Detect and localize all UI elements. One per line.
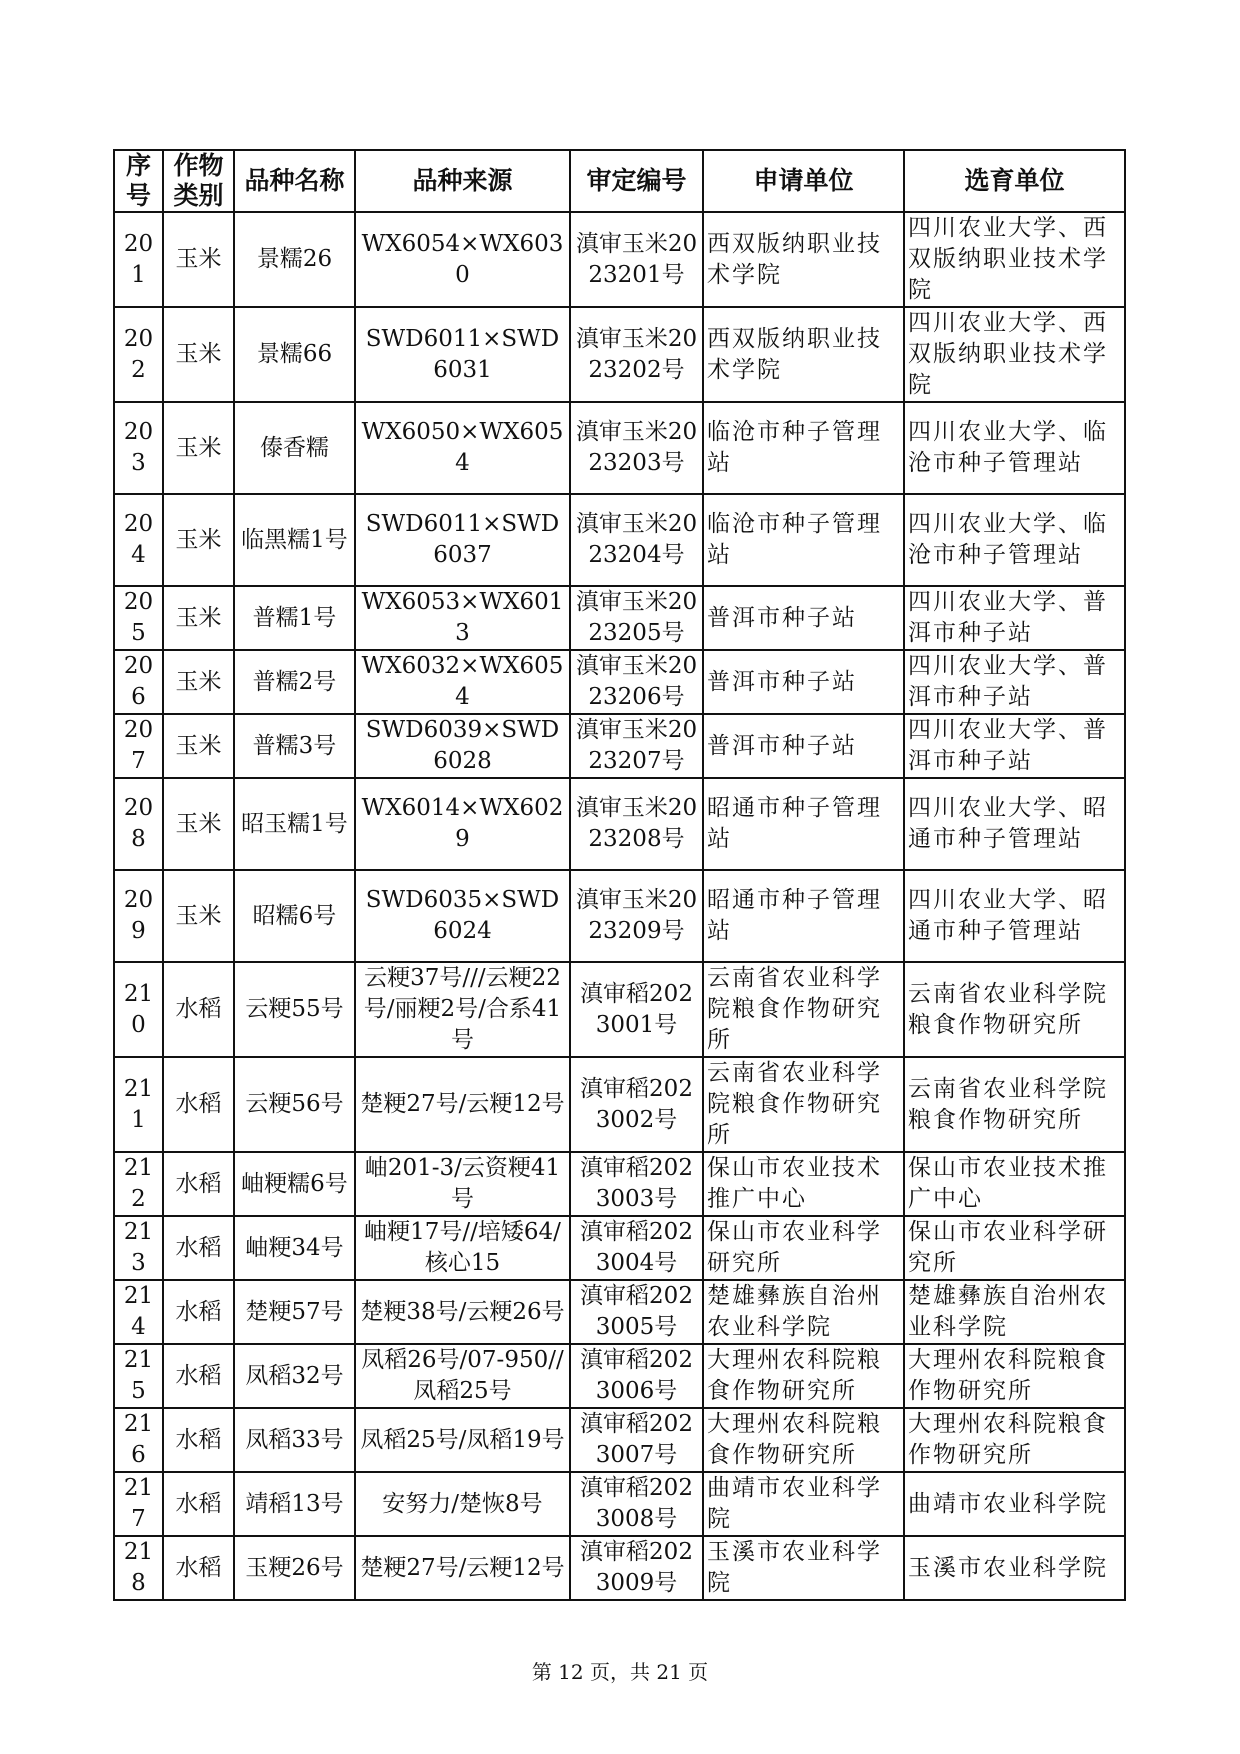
table-row [114, 1216, 1125, 1280]
cell-variety-name: 临黑糯1号 [234, 494, 355, 586]
cell-breeder: 楚雄彝族自治州农业科学院 [904, 1280, 1125, 1344]
header-row [114, 150, 1125, 212]
cell-variety-source: 楚粳38号/云粳26号 [355, 1280, 570, 1344]
cell-variety-name: 昭玉糯1号 [234, 778, 355, 870]
cell-applicant: 西双版纳职业技术学院 [703, 212, 904, 307]
cell-variety-name: 景糯66 [234, 307, 355, 402]
cell-variety-name: 普糯1号 [234, 586, 355, 650]
header-variety-source: 品种来源 [355, 150, 570, 212]
cell-breeder: 四川农业大学、临沧市种子管理站 [904, 494, 1125, 586]
cell-index: 214 [114, 1280, 163, 1344]
cell-index: 210 [114, 962, 163, 1057]
cell-variety-source: SWD6035×SWD6024 [355, 870, 570, 962]
cell-variety-source: WX6032×WX6054 [355, 650, 570, 714]
cell-index: 207 [114, 714, 163, 778]
cell-variety-name: 傣香糯 [234, 402, 355, 494]
cell-approval-number: 滇审稻2023006号 [570, 1344, 703, 1408]
cell-breeder: 四川农业大学、西双版纳职业技术学院 [904, 212, 1125, 307]
cell-index: 213 [114, 1216, 163, 1280]
cell-variety-name: 凤稻32号 [234, 1344, 355, 1408]
cell-variety-name: 昭糯6号 [234, 870, 355, 962]
table-row [114, 962, 1125, 1057]
cell-crop-type: 玉米 [163, 650, 234, 714]
table-row [114, 1536, 1125, 1600]
cell-index: 204 [114, 494, 163, 586]
cell-index: 215 [114, 1344, 163, 1408]
table-row [114, 778, 1125, 870]
cell-applicant: 临沧市种子管理站 [703, 494, 904, 586]
cell-approval-number: 滇审稻2023008号 [570, 1472, 703, 1536]
cell-approval-number: 滇审稻2023007号 [570, 1408, 703, 1472]
cell-applicant: 保山市农业技术推广中心 [703, 1152, 904, 1216]
cell-breeder: 四川农业大学、普洱市种子站 [904, 586, 1125, 650]
cell-index: 208 [114, 778, 163, 870]
cell-variety-name: 云粳56号 [234, 1057, 355, 1152]
cell-approval-number: 滇审玉米2023206号 [570, 650, 703, 714]
table-row [114, 212, 1125, 307]
cell-crop-type: 玉米 [163, 778, 234, 870]
cell-index: 212 [114, 1152, 163, 1216]
cell-index: 201 [114, 212, 163, 307]
cell-approval-number: 滇审稻2023001号 [570, 962, 703, 1057]
cell-applicant: 西双版纳职业技术学院 [703, 307, 904, 402]
cell-variety-name: 普糯2号 [234, 650, 355, 714]
cell-crop-type: 玉米 [163, 307, 234, 402]
table-row [114, 1152, 1125, 1216]
cell-index: 202 [114, 307, 163, 402]
cell-crop-type: 水稻 [163, 1472, 234, 1536]
cell-index: 203 [114, 402, 163, 494]
cell-crop-type: 玉米 [163, 870, 234, 962]
cell-breeder: 四川农业大学、西双版纳职业技术学院 [904, 307, 1125, 402]
cell-variety-name: 凤稻33号 [234, 1408, 355, 1472]
cell-crop-type: 玉米 [163, 494, 234, 586]
cell-index: 217 [114, 1472, 163, 1536]
table-row [114, 402, 1125, 494]
cell-approval-number: 滇审玉米2023208号 [570, 778, 703, 870]
cell-variety-name: 玉粳26号 [234, 1536, 355, 1600]
cell-variety-source: 岫粳17号//培矮64/核心15 [355, 1216, 570, 1280]
cell-variety-source: 安努力/楚恢8号 [355, 1472, 570, 1536]
cell-breeder: 玉溪市农业科学院 [904, 1536, 1125, 1600]
cell-crop-type: 玉米 [163, 212, 234, 307]
cell-applicant: 临沧市种子管理站 [703, 402, 904, 494]
cell-index: 216 [114, 1408, 163, 1472]
cell-applicant: 楚雄彝族自治州农业科学院 [703, 1280, 904, 1344]
cell-applicant: 普洱市种子站 [703, 714, 904, 778]
cell-index: 209 [114, 870, 163, 962]
cell-crop-type: 水稻 [163, 1152, 234, 1216]
cell-crop-type: 水稻 [163, 1344, 234, 1408]
cell-breeder: 四川农业大学、临沧市种子管理站 [904, 402, 1125, 494]
table-row [114, 870, 1125, 962]
cell-crop-type: 玉米 [163, 402, 234, 494]
header-index: 序号 [114, 150, 163, 212]
cell-approval-number: 滇审玉米2023204号 [570, 494, 703, 586]
cell-applicant: 普洱市种子站 [703, 650, 904, 714]
cell-variety-source: WX6054×WX6030 [355, 212, 570, 307]
cell-variety-source: 云粳37号///云粳22号/丽粳2号/合系41号 [355, 962, 570, 1057]
cell-variety-name: 云粳55号 [234, 962, 355, 1057]
cell-variety-name: 靖稻13号 [234, 1472, 355, 1536]
cell-variety-source: SWD6011×SWD6037 [355, 494, 570, 586]
cell-variety-source: 凤稻25号/凤稻19号 [355, 1408, 570, 1472]
cell-breeder: 大理州农科院粮食作物研究所 [904, 1408, 1125, 1472]
cell-variety-source: 凤稻26号/07-950//凤稻25号 [355, 1344, 570, 1408]
cell-variety-source: WX6053×WX6013 [355, 586, 570, 650]
variety-approval-table [113, 149, 1126, 1601]
cell-approval-number: 滇审玉米2023201号 [570, 212, 703, 307]
cell-breeder: 保山市农业科学研究所 [904, 1216, 1125, 1280]
cell-variety-source: WX6050×WX6054 [355, 402, 570, 494]
cell-approval-number: 滇审玉米2023205号 [570, 586, 703, 650]
cell-approval-number: 滇审稻2023005号 [570, 1280, 703, 1344]
cell-variety-name: 岫粳34号 [234, 1216, 355, 1280]
cell-index: 218 [114, 1536, 163, 1600]
cell-applicant: 云南省农业科学院粮食作物研究所 [703, 962, 904, 1057]
table-row [114, 1280, 1125, 1344]
cell-breeder: 云南省农业科学院粮食作物研究所 [904, 1057, 1125, 1152]
cell-breeder: 大理州农科院粮食作物研究所 [904, 1344, 1125, 1408]
cell-crop-type: 水稻 [163, 1057, 234, 1152]
table-row [114, 1057, 1125, 1152]
header-variety-name: 品种名称 [234, 150, 355, 212]
cell-approval-number: 滇审玉米2023209号 [570, 870, 703, 962]
cell-variety-source: 楚粳27号/云粳12号 [355, 1536, 570, 1600]
cell-variety-name: 景糯26 [234, 212, 355, 307]
table-body [114, 212, 1125, 1600]
cell-applicant: 昭通市种子管理站 [703, 870, 904, 962]
cell-approval-number: 滇审玉米2023202号 [570, 307, 703, 402]
table-row [114, 650, 1125, 714]
cell-variety-source: WX6014×WX6029 [355, 778, 570, 870]
table-row [114, 1344, 1125, 1408]
cell-applicant: 昭通市种子管理站 [703, 778, 904, 870]
cell-variety-source: 岫201-3/云资粳41号 [355, 1152, 570, 1216]
header-breeder: 选育单位 [904, 150, 1125, 212]
header-crop-type: 作物类别 [163, 150, 234, 212]
cell-applicant: 玉溪市农业科学院 [703, 1536, 904, 1600]
cell-index: 206 [114, 650, 163, 714]
cell-approval-number: 滇审稻2023009号 [570, 1536, 703, 1600]
cell-breeder: 保山市农业技术推广中心 [904, 1152, 1125, 1216]
cell-variety-source: 楚粳27号/云粳12号 [355, 1057, 570, 1152]
table-row [114, 494, 1125, 586]
table-row [114, 714, 1125, 778]
cell-applicant: 普洱市种子站 [703, 586, 904, 650]
cell-crop-type: 水稻 [163, 1408, 234, 1472]
cell-approval-number: 滇审玉米2023203号 [570, 402, 703, 494]
table-row [114, 1472, 1125, 1536]
cell-applicant: 保山市农业科学研究所 [703, 1216, 904, 1280]
cell-crop-type: 水稻 [163, 962, 234, 1057]
table-header [114, 150, 1125, 212]
cell-breeder: 四川农业大学、普洱市种子站 [904, 714, 1125, 778]
header-approval-number: 审定编号 [570, 150, 703, 212]
cell-variety-name: 楚粳57号 [234, 1280, 355, 1344]
cell-applicant: 大理州农科院粮食作物研究所 [703, 1344, 904, 1408]
cell-variety-name: 普糯3号 [234, 714, 355, 778]
table-row [114, 307, 1125, 402]
header-applicant: 申请单位 [703, 150, 904, 212]
cell-breeder: 四川农业大学、昭通市种子管理站 [904, 870, 1125, 962]
page-number-footer: 第 12 页，共 21 页 [531, 1660, 709, 1684]
cell-approval-number: 滇审稻2023003号 [570, 1152, 703, 1216]
cell-breeder: 四川农业大学、普洱市种子站 [904, 650, 1125, 714]
cell-approval-number: 滇审稻2023002号 [570, 1057, 703, 1152]
cell-breeder: 云南省农业科学院粮食作物研究所 [904, 962, 1125, 1057]
cell-crop-type: 水稻 [163, 1536, 234, 1600]
cell-index: 211 [114, 1057, 163, 1152]
cell-applicant: 曲靖市农业科学院 [703, 1472, 904, 1536]
cell-applicant: 云南省农业科学院粮食作物研究所 [703, 1057, 904, 1152]
cell-crop-type: 玉米 [163, 586, 234, 650]
cell-applicant: 大理州农科院粮食作物研究所 [703, 1408, 904, 1472]
cell-crop-type: 水稻 [163, 1280, 234, 1344]
cell-index: 205 [114, 586, 163, 650]
cell-variety-name: 岫粳糯6号 [234, 1152, 355, 1216]
table-row [114, 1408, 1125, 1472]
cell-variety-source: SWD6039×SWD6028 [355, 714, 570, 778]
cell-variety-source: SWD6011×SWD6031 [355, 307, 570, 402]
cell-approval-number: 滇审玉米2023207号 [570, 714, 703, 778]
cell-approval-number: 滇审稻2023004号 [570, 1216, 703, 1280]
cell-breeder: 四川农业大学、昭通市种子管理站 [904, 778, 1125, 870]
cell-breeder: 曲靖市农业科学院 [904, 1472, 1125, 1536]
table-row [114, 586, 1125, 650]
cell-crop-type: 水稻 [163, 1216, 234, 1280]
cell-crop-type: 玉米 [163, 714, 234, 778]
